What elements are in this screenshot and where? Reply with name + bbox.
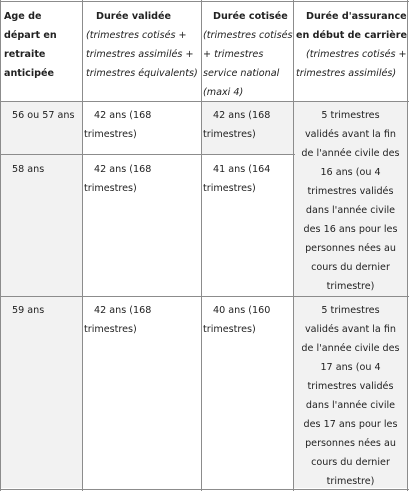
row1-2-assurance: 5 trimestres validés avant la fin de l'année civile des 16 ans (ou 4 trimestres validés dans l'année civile des 16 ans pour les personnes nées au cours du dernier trimestre) (301, 110, 400, 292)
header-duree-cotisee: Durée cotisée (trimestres cotisés + trimestres service national (maxi 4) (203, 11, 293, 98)
col-divider (82, 0, 83, 491)
row-divider (0, 154, 295, 155)
header-duree-validee: Durée validée (trimestres cotisés + trimestres assimilés + trimestres équivalents) (86, 11, 198, 79)
header-duree-assurance: Durée d'assurance en début de carrière (trimestres cotisés + trimestres assimilés) (296, 11, 407, 79)
row1-validee: 42 ans (168 trimestres) (84, 110, 152, 140)
border-right (407, 0, 408, 491)
col-divider (201, 0, 202, 491)
row2-cotisee: 41 ans (164 trimestres) (203, 164, 271, 194)
row-divider (0, 296, 409, 297)
row3-cotisee: 40 ans (160 trimestres) (203, 305, 271, 335)
row3-assurance: 5 trimestres validés avant la fin de l'année civile des 17 ans (ou 4 trimestres validés dans l'année civile des 17 ans pour les personnes nées au cours du dernier trimestre) (301, 305, 400, 487)
border-top (0, 1, 409, 2)
border-left (0, 0, 1, 491)
header-age: Age de départ en retraite anticipée (4, 11, 57, 79)
row2-validee: 42 ans (168 trimestres) (84, 164, 152, 194)
row3-age: 59 ans (12, 305, 45, 316)
row1-age: 56 ou 57 ans (12, 110, 75, 121)
row3-validee: 42 ans (168 trimestres) (84, 305, 152, 335)
row1-cotisee: 42 ans (168 trimestres) (203, 110, 271, 140)
row2-age: 58 ans (12, 164, 45, 175)
